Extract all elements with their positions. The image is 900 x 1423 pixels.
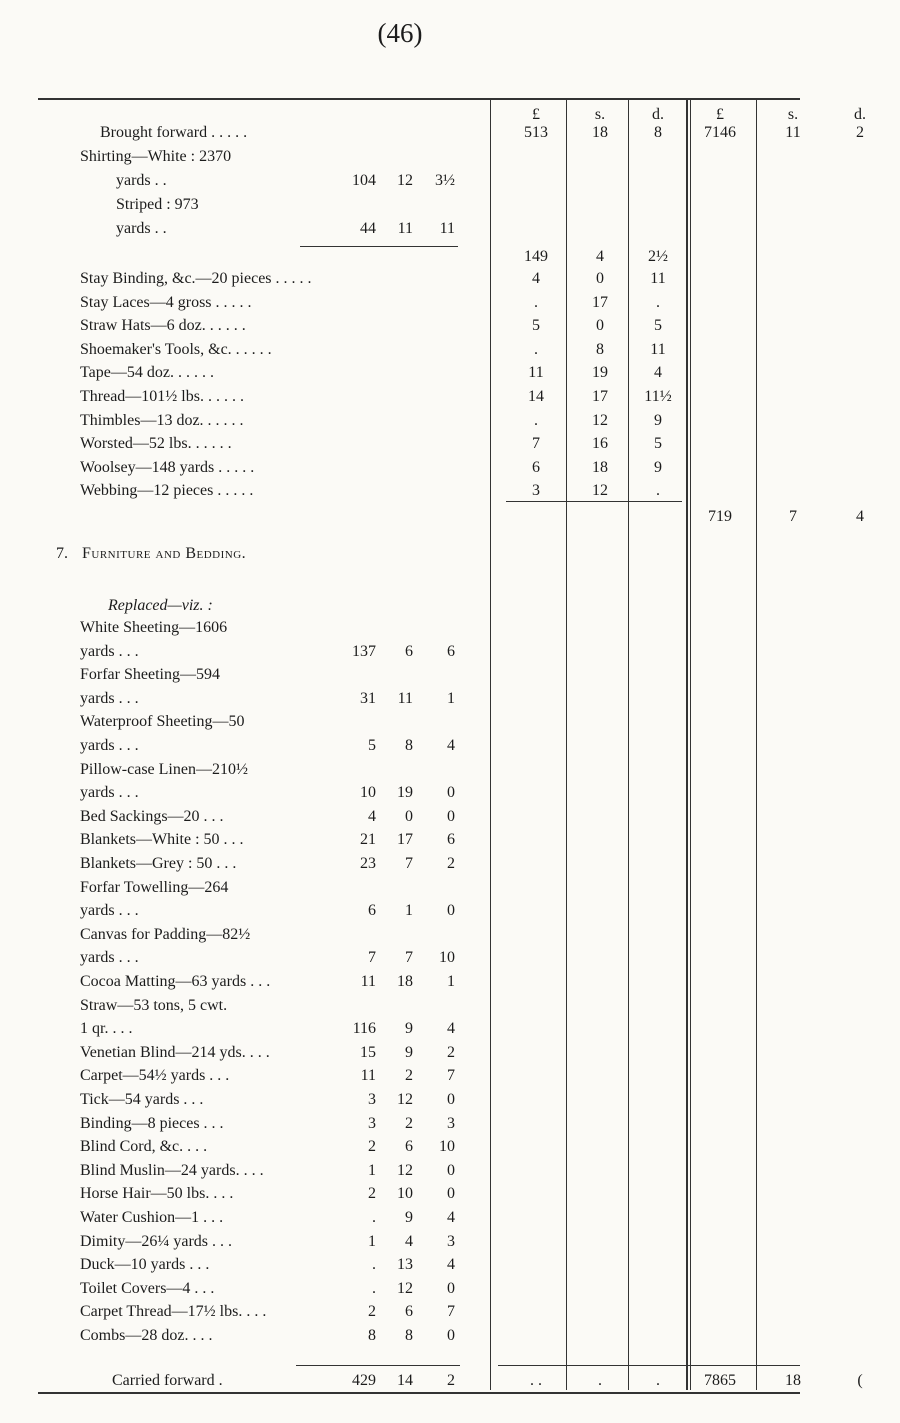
- furniture-value-11-1: 9: [405, 1043, 413, 1061]
- item-value-5-0: 14: [528, 388, 544, 405]
- furniture-value-7-1: 1: [405, 902, 413, 920]
- item-value-7-1: 16: [592, 435, 608, 453]
- furniture-value-10-0: 116: [352, 1020, 376, 1038]
- furniture-label-1-0: Forfar Sheeting—594: [80, 666, 220, 684]
- furniture-value-8-2: 10: [439, 949, 455, 967]
- item-label-3: Shoemaker's Tools, &c. . . . . .: [80, 340, 272, 358]
- item-value-0-1: 0: [596, 270, 604, 287]
- furniture-label-0-0: White Sheeting—1606: [80, 619, 228, 636]
- furniture-value-5-1: 17: [397, 831, 413, 849]
- sub-header-2: d.: [652, 106, 664, 123]
- section-total-0: 719: [708, 508, 732, 525]
- furniture-value-19-2: 3: [447, 1232, 455, 1250]
- item-value-4-0: 11: [528, 364, 544, 382]
- cf-main-2: (: [857, 1372, 863, 1389]
- col-rule-6: [756, 100, 757, 1390]
- furniture-label-5-0: Blankets—White : 50 . . .: [80, 831, 244, 849]
- item-value-2-0: 5: [532, 317, 540, 335]
- carried-forward-label: Carried forward .: [112, 1372, 223, 1389]
- furniture-value-5-0: 21: [360, 831, 376, 849]
- main-header-1: s.: [787, 106, 799, 123]
- furniture-value-4-1: 0: [405, 807, 413, 825]
- item-value-9-2: .: [656, 482, 660, 500]
- furniture-value-14-2: 3: [447, 1114, 455, 1132]
- furniture-value-10-2: 4: [447, 1020, 455, 1038]
- cf-inner-2: 2: [447, 1372, 455, 1389]
- furniture-label-14-0: Binding—8 pieces . . .: [80, 1114, 224, 1132]
- item-value-8-1: 18: [592, 458, 608, 476]
- item-value-0-2: 11: [650, 270, 666, 287]
- item-label-2: Straw Hats—6 doz. . . . . .: [80, 317, 246, 335]
- item-value-6-0: .: [534, 411, 538, 429]
- furniture-value-18-1: 9: [405, 1209, 413, 1226]
- item-value-7-2: 5: [654, 435, 662, 453]
- item-value-5-2: 11½: [644, 388, 672, 405]
- item-label-4: Tape—54 doz. . . . . .: [80, 364, 214, 382]
- shirting-white-unit: yards . .: [116, 172, 167, 189]
- furniture-value-4-0: 4: [368, 807, 376, 825]
- item-value-1-2: .: [656, 293, 660, 311]
- item-label-7: Worsted—52 lbs. . . . . .: [80, 435, 232, 453]
- main-sum-rule: [498, 1365, 800, 1366]
- furniture-label-8-0: Canvas for Padding—82½: [80, 925, 251, 943]
- furniture-value-0-0: 137: [352, 642, 376, 660]
- cf-sub-0: . .: [530, 1372, 542, 1389]
- furniture-label-7-1: yards . . .: [80, 902, 139, 920]
- item-label-6: Thimbles—13 doz. . . . . .: [80, 411, 244, 429]
- cf-main-1: 18: [785, 1372, 801, 1389]
- item-label-8: Woolsey—148 yards . . . . .: [80, 458, 255, 476]
- shirting-white-amt-2: 3½: [435, 172, 455, 189]
- bf-main-0: 7146: [704, 124, 736, 141]
- section-total-1: 7: [789, 508, 797, 525]
- furniture-value-13-2: 0: [447, 1091, 455, 1108]
- furniture-value-13-1: 12: [397, 1091, 413, 1108]
- furniture-value-8-1: 7: [405, 949, 413, 967]
- furniture-label-20-0: Duck—10 yards . . .: [80, 1256, 210, 1274]
- furniture-value-3-2: 0: [447, 784, 455, 802]
- shirting-total-2: 2½: [648, 248, 668, 265]
- page-number: (46): [377, 18, 423, 48]
- furniture-label-18-0: Water Cushion—1 . . .: [80, 1209, 224, 1226]
- furniture-value-21-2: 0: [447, 1279, 455, 1297]
- furniture-value-5-2: 6: [447, 831, 455, 849]
- item-value-7-0: 7: [532, 435, 540, 453]
- replaced-label: Replaced—viz. :: [108, 597, 213, 614]
- bf-main-1: 11: [785, 124, 801, 141]
- furniture-value-20-2: 4: [447, 1256, 455, 1274]
- items-sum-rule: [506, 501, 682, 502]
- shirting-white-amt-1: 12: [397, 172, 413, 189]
- furniture-value-12-1: 2: [405, 1067, 413, 1085]
- furniture-value-22-1: 6: [405, 1303, 413, 1321]
- furniture-value-20-0: .: [372, 1256, 376, 1274]
- furniture-value-11-2: 2: [447, 1043, 455, 1061]
- brought-forward-label: Brought forward . . . . .: [100, 124, 248, 141]
- item-value-8-0: 6: [532, 458, 540, 476]
- furniture-value-17-0: 2: [368, 1185, 376, 1203]
- shirting-white-amt-0: 104: [352, 172, 376, 189]
- item-value-2-2: 5: [654, 317, 662, 335]
- section-title: Furniture and Bedding.: [82, 545, 247, 562]
- furniture-value-12-2: 7: [447, 1067, 455, 1085]
- shirting-title: Shirting—White : 2370: [80, 148, 232, 165]
- furniture-value-8-0: 7: [368, 949, 376, 967]
- furniture-value-13-0: 3: [368, 1091, 376, 1108]
- main-header-0: £: [716, 106, 724, 123]
- item-label-1: Stay Laces—4 gross . . . . .: [80, 293, 252, 311]
- furniture-value-15-0: 2: [368, 1138, 376, 1156]
- furniture-value-14-0: 3: [368, 1114, 376, 1132]
- shirting-rule: [300, 246, 458, 247]
- furniture-value-14-1: 2: [405, 1114, 413, 1132]
- furniture-value-17-1: 10: [397, 1185, 413, 1203]
- furniture-value-23-0: 8: [368, 1327, 376, 1344]
- furniture-value-19-0: 1: [368, 1232, 376, 1250]
- main-header-2: d.: [854, 106, 866, 123]
- furniture-label-23-0: Combs—28 doz. . . .: [80, 1327, 213, 1344]
- furniture-value-21-0: .: [372, 1279, 376, 1297]
- furniture-value-0-1: 6: [405, 642, 413, 660]
- item-value-9-0: 3: [532, 482, 540, 500]
- furniture-value-15-1: 6: [405, 1138, 413, 1156]
- furniture-value-16-1: 12: [397, 1161, 413, 1179]
- furniture-label-15-0: Blind Cord, &c. . . .: [80, 1138, 208, 1156]
- furniture-label-1-1: yards . . .: [80, 689, 139, 707]
- furniture-value-22-0: 2: [368, 1303, 376, 1321]
- furniture-value-2-1: 8: [405, 737, 413, 754]
- cf-inner-1: 14: [397, 1372, 413, 1389]
- furniture-label-16-0: Blind Muslin—24 yards. . . .: [80, 1161, 264, 1179]
- furniture-value-2-0: 5: [368, 737, 376, 754]
- shirting-total-1: 4: [596, 248, 604, 265]
- item-value-4-1: 19: [592, 364, 608, 382]
- furniture-label-19-0: Dimity—26¼ yards . . .: [80, 1232, 232, 1250]
- furniture-value-9-1: 18: [397, 973, 413, 990]
- item-value-3-2: 11: [650, 340, 666, 358]
- item-value-8-2: 9: [654, 458, 662, 476]
- furniture-value-23-1: 8: [405, 1327, 413, 1344]
- furniture-value-21-1: 12: [397, 1279, 413, 1297]
- cf-sub-1: .: [598, 1372, 602, 1389]
- furniture-label-21-0: Toilet Covers—4 . . .: [80, 1279, 215, 1297]
- furniture-value-6-1: 7: [405, 855, 413, 872]
- furniture-label-17-0: Horse Hair—50 lbs. . . .: [80, 1185, 234, 1203]
- furniture-label-2-1: yards . . .: [80, 737, 139, 754]
- item-value-3-1: 8: [596, 340, 604, 358]
- furniture-value-0-2: 6: [447, 642, 455, 660]
- furniture-label-13-0: Tick—54 yards . . .: [80, 1091, 204, 1108]
- furniture-label-0-1: yards . . .: [80, 642, 139, 660]
- furniture-label-10-1: 1 qr. . . .: [80, 1020, 133, 1038]
- furniture-label-2-0: Waterproof Sheeting—50: [80, 713, 245, 731]
- furniture-value-10-1: 9: [405, 1020, 413, 1038]
- furniture-label-12-0: Carpet—54½ yards . . .: [80, 1067, 230, 1085]
- furniture-value-7-0: 6: [368, 902, 376, 920]
- item-value-5-1: 17: [592, 388, 608, 405]
- shirting-striped-amt-2: 11: [439, 220, 455, 237]
- bf-main-2: 2: [856, 124, 864, 141]
- furniture-label-7-0: Forfar Towelling—264: [80, 878, 229, 896]
- inner-sum-rule: [296, 1365, 460, 1366]
- furniture-value-9-2: 1: [447, 973, 455, 990]
- item-value-9-1: 12: [592, 482, 608, 500]
- item-label-5: Thread—101½ lbs. . . . . .: [80, 388, 244, 405]
- furniture-value-6-0: 23: [360, 855, 376, 872]
- furniture-value-12-0: 11: [360, 1067, 376, 1085]
- item-value-1-0: .: [534, 293, 538, 311]
- bottom-rule: [38, 1392, 800, 1394]
- furniture-label-4-0: Bed Sackings—20 . . .: [80, 807, 224, 825]
- furniture-value-18-0: .: [372, 1209, 376, 1226]
- item-value-6-1: 12: [592, 411, 608, 429]
- furniture-value-22-2: 7: [447, 1303, 455, 1321]
- bf-sub-1: 18: [592, 124, 608, 141]
- sub-header-1: s.: [594, 106, 606, 123]
- furniture-value-19-1: 4: [405, 1232, 413, 1250]
- shirting-striped-amt-0: 44: [360, 220, 376, 237]
- cf-sub-2: .: [656, 1372, 660, 1389]
- furniture-value-17-2: 0: [447, 1185, 455, 1203]
- furniture-label-22-0: Carpet Thread—17½ lbs. . . .: [80, 1303, 267, 1321]
- furniture-label-10-0: Straw—53 tons, 5 cwt.: [80, 996, 228, 1014]
- shirting-striped-amt-1: 11: [397, 220, 413, 237]
- furniture-value-16-2: 0: [447, 1161, 455, 1179]
- furniture-value-4-2: 0: [447, 807, 455, 825]
- item-value-0-0: 4: [532, 270, 540, 287]
- section-number: 7.: [56, 545, 68, 562]
- furniture-value-11-0: 15: [360, 1043, 376, 1061]
- furniture-label-11-0: Venetian Blind—214 yds. . . .: [80, 1043, 270, 1061]
- cf-inner-0: 429: [352, 1372, 376, 1389]
- shirting-striped-unit: yards . .: [116, 220, 167, 237]
- cf-main-0: 7865: [704, 1372, 736, 1389]
- furniture-value-1-1: 11: [397, 689, 413, 707]
- furniture-value-9-0: 11: [360, 973, 376, 990]
- furniture-value-7-2: 0: [447, 902, 455, 920]
- bf-sub-0: 513: [524, 124, 548, 141]
- furniture-value-16-0: 1: [368, 1161, 376, 1179]
- furniture-value-1-0: 31: [360, 689, 376, 707]
- bf-sub-2: 8: [654, 124, 662, 141]
- furniture-value-6-2: 2: [447, 855, 455, 872]
- item-label-0: Stay Binding, &c.—20 pieces . . . . .: [80, 270, 312, 287]
- furniture-label-8-1: yards . . .: [80, 949, 139, 967]
- furniture-value-15-2: 10: [439, 1138, 455, 1156]
- furniture-value-18-2: 4: [447, 1209, 455, 1226]
- section-total-2: 4: [856, 508, 864, 525]
- shirting-total-0: 149: [524, 248, 548, 265]
- furniture-value-2-2: 4: [447, 737, 455, 754]
- col-rule-1: [490, 100, 491, 1390]
- furniture-label-3-0: Pillow-case Linen—210½: [80, 760, 248, 778]
- item-value-6-2: 9: [654, 411, 662, 429]
- item-value-3-0: .: [534, 340, 538, 358]
- sub-header-0: £: [532, 106, 540, 123]
- furniture-label-6-0: Blankets—Grey : 50 . . .: [80, 855, 237, 872]
- item-value-1-1: 17: [592, 293, 608, 311]
- furniture-label-3-1: yards . . .: [80, 784, 139, 802]
- furniture-value-3-1: 19: [397, 784, 413, 802]
- furniture-value-20-1: 13: [397, 1256, 413, 1274]
- item-label-9: Webbing—12 pieces . . . . .: [80, 482, 254, 500]
- furniture-value-3-0: 10: [360, 784, 376, 802]
- furniture-value-1-2: 1: [447, 689, 455, 707]
- furniture-label-9-0: Cocoa Matting—63 yards . . .: [80, 973, 271, 990]
- item-value-2-1: 0: [596, 317, 604, 335]
- shirting-striped-title: Striped : 973: [116, 196, 199, 213]
- furniture-value-23-2: 0: [447, 1327, 455, 1344]
- item-value-4-2: 4: [654, 364, 662, 382]
